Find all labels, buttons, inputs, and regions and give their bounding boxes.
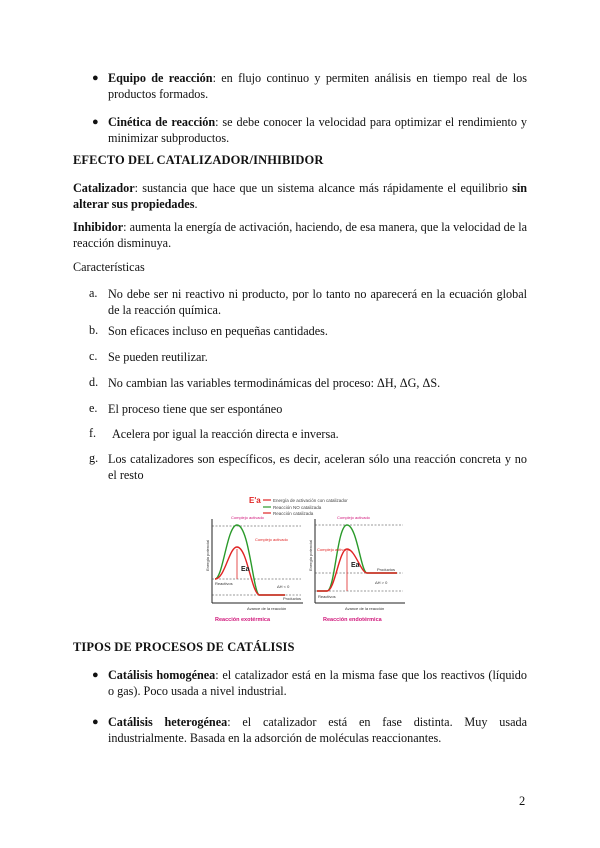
list-item: No debe ser ni reactivo ni producto, por lo tanto no aparecerá en la ecuación global de la reacción química. [108,287,527,317]
section-title-efecto: EFECTO DEL CATALIZADOR/INHIBIDOR [73,153,324,167]
mid-label: Complejo activado [317,547,350,552]
endothermic-panel [308,515,405,623]
page-number: 2 [519,794,526,808]
legend-item: Energía de activación con catalizador [273,498,348,503]
bullet-icon: ● [92,716,99,728]
exothermic-panel [205,515,303,623]
legend-item: Reacción NO catalizada [273,505,322,510]
list-item: Los catalizadores son específicos, es decir, aceleran sólo una reacción concreta y no el resto [108,452,527,482]
list-letter: d. [89,375,99,389]
list-item: Acelera por igual la reacción directa e inversa. [112,427,339,441]
bullet-cinetica: Cinética de reacción: se debe conocer la velocidad para optimizar el rendimiento y minimizar subproductos. [108,115,527,145]
list-item: Se pueden reutilizar. [108,350,208,364]
mid-label: Complejo activado [255,537,288,542]
energy-profile-figure [205,491,410,625]
bullet-heterogenea: Catálisis heterogénea: el catalizador está en fase distinta. Muy usada industrialmente. Basada en la adsorción de moléculas reaccionantes. [108,715,527,745]
products-label: Productos [283,596,302,601]
delta-label: ΔH < 0 [277,584,290,589]
ea-label: Ea [241,566,250,573]
caption: Reacción endotérmica [323,617,382,623]
legend-symbol: E'a [249,496,261,505]
caracteristicas-label: Características [73,260,145,274]
x-axis-label: Avance de la reacción [247,606,287,611]
section-title-tipos: TIPOS DE PROCESOS DE CATÁLISIS [73,640,295,654]
bullet-homogenea: Catálisis homogénea: el catalizador está en la misma fase que los reactivos (líquido o gas). Poco usada a nivel industrial. [108,668,527,698]
x-axis-label: Avance de la reacción [345,606,385,611]
list-item: Son eficaces incluso en pequeñas cantidades. [108,324,328,338]
legend-item: Reacción catalizada [273,511,314,516]
list-letter: f. [89,426,97,440]
bullet-icon: ● [92,669,99,681]
list-letter: g. [89,451,99,465]
list-letter: b. [89,323,99,337]
bullet-icon: ● [92,72,99,84]
ea-label: Ea [351,562,360,569]
bullet-icon: ● [92,116,99,128]
delta-label: ΔH > 0 [375,580,388,585]
list-item: El proceso tiene que ser espontáneo [108,402,283,416]
reactants-label: Reactivos [215,581,233,586]
bullet-equipo: Equipo de reacción: en flujo continuo y permiten análisis en tiempo real de los productos formados. [108,71,527,101]
list-item: No cambian las variables termodinámicas del proceso: ΔH, ΔG, ΔS. [108,376,441,390]
products-label: Productos [377,567,396,572]
list-letter: e. [89,401,98,415]
y-axis-label: Energía potencial [308,539,313,571]
peak-label: Complejo activado [231,515,264,520]
caption: Reacción exotérmica [215,617,271,623]
list-letter: a. [89,286,98,300]
inhibidor-definition: Inhibidor: aumenta la energía de activación, haciendo, de esa manera, que la velocidad de la reacción disminuya. [73,220,527,250]
list-letter: c. [89,349,98,363]
reactants-label: Reactivos [318,594,336,599]
peak-label: Complejo activado [337,515,370,520]
y-axis-label: Energía potencial [205,539,210,571]
catalizador-definition: Catalizador: sustancia que hace que un sistema alcance más rápidamente el equilibrio sin alterar sus propiedades. [73,181,527,211]
